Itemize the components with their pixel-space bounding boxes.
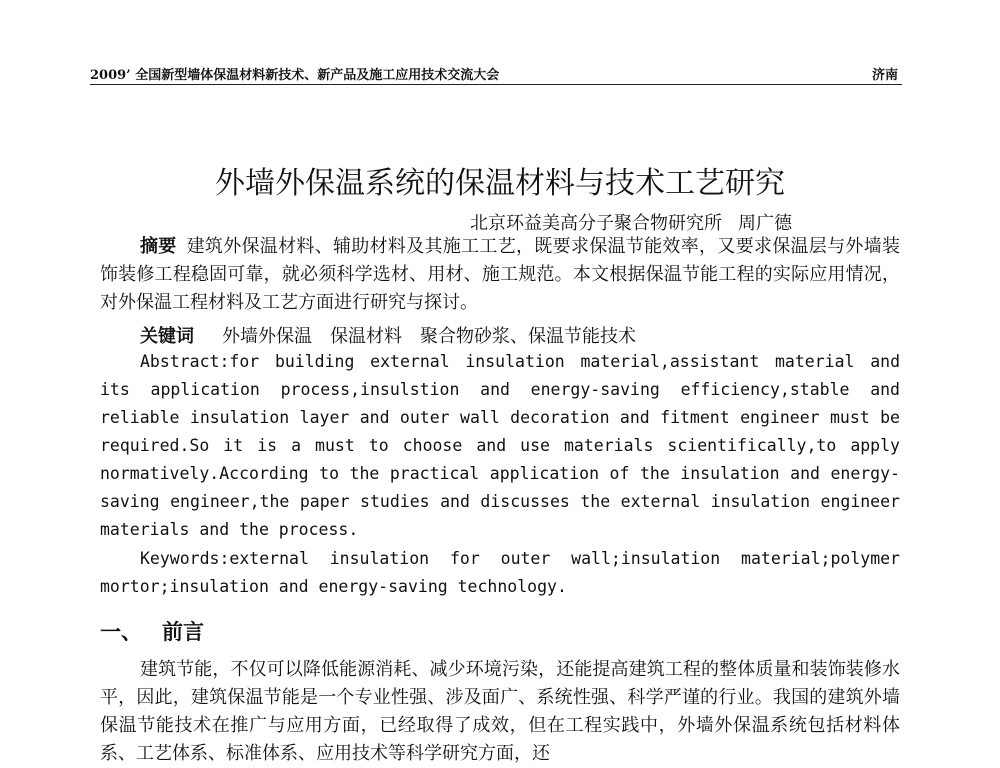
paper-title: 外墙外保温系统的保温材料与技术工艺研究 [215,166,785,201]
keywords-cn [140,322,636,348]
keywords-cn-label: 关键词 [140,326,194,347]
author-line [470,209,792,235]
abstract-cn-text: 建筑外保温材料、辅助材料及其施工工艺，既要求保温节能效率，又要求保温层与外墙装饰装修工程稳固可靠，就必须科学选材、用材、施工规范。本文根据保温节能工程的实际应用情况，对外保温工程材料及工艺方面进行研究与探讨。 [100,236,901,313]
author-name: 周广德 [738,213,792,234]
section-body: 建筑节能，不仅可以降低能源消耗、减少环境污染，还能提高建筑工程的整体质量和装饰装修水平，因此，建筑保温节能是一个专业性强、涉及面广、系统性强、科学严谨的行业。我国的建筑外墙保温节能技术在推广与应用方面，已经取得了成效，但在工程实践中，外墙外保温系统包括材料体系、工艺体系、标准体系、应用技术等科学研究方面，还 [100,659,900,764]
abstract-cn-label: 摘要 [140,236,177,257]
affiliation: 北京环益美高分子聚合物研究所 [470,213,722,234]
section-title: 前言 [162,619,204,644]
conference-city: 济南 [871,68,898,83]
section-heading [100,616,204,646]
running-header [90,58,902,85]
keywords-en: Keywords:external insulation for outer wall;insulation material;polymer mortor;insulation and energy-saving technology. [100,549,900,596]
keywords-cn-text: 外墙外保温 保温材料 聚合物砂浆、保温节能技术 [222,326,636,347]
conference-name: 2009’ 全国新型墙体保温材料新技术、新产品及施工应用技术交流大会 [90,68,500,83]
section-number: 一、 [100,619,142,644]
abstract-en: Abstract:for building external insulation material,assistant material and its application process,insulstion and energy-saving efficiency,stable and reliable insulation layer and outer wall decoration and fitment engineer must be required.So it is a must to choose and use materials scientifically,to apply normatively.According to the practical application of the insulation and energy-saving engineer,the paper studies and discusses the external insulation engineer materials and the process. [100,352,900,539]
abstract-cn [100,233,900,317]
